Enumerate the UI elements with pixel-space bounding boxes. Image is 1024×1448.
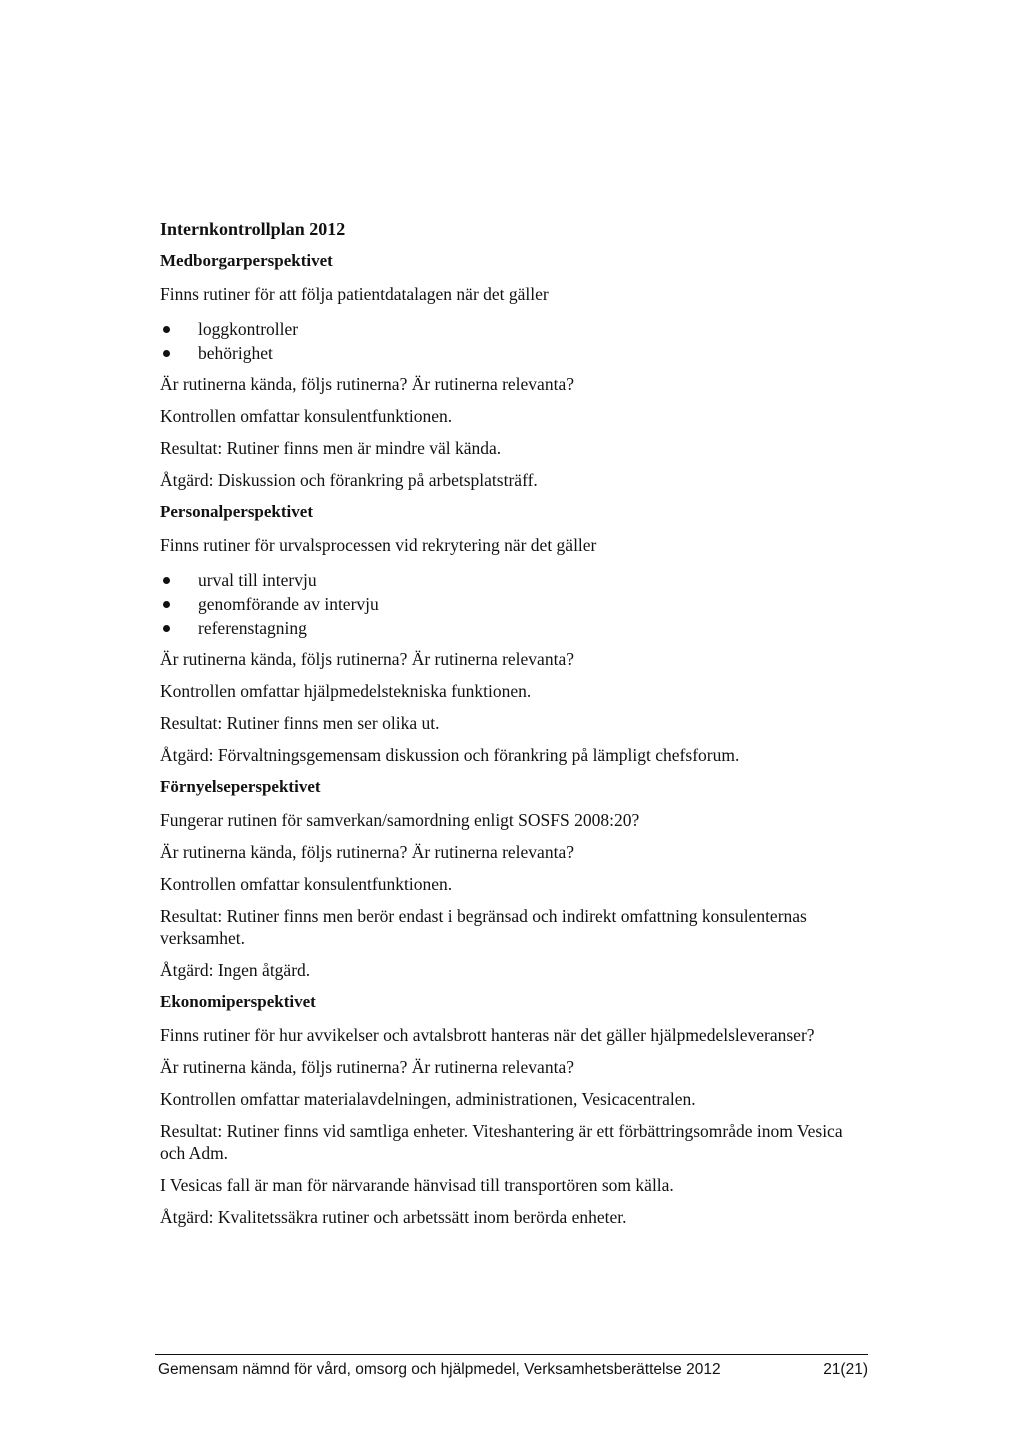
section-intro: Fungerar rutinen för samverkan/samordning enligt SOSFS 2008:20? <box>160 810 640 830</box>
paragraph: Kontrollen omfattar konsulentfunktionen. <box>160 406 453 426</box>
paragraph: Kontrollen omfattar hjälpmedelstekniska funktionen. <box>160 681 532 701</box>
section-intro: Finns rutiner för urvalsprocessen vid rekrytering när det gäller <box>160 535 597 555</box>
section-personalperspektivet <box>160 501 860 766</box>
paragraph: Åtgärd: Diskussion och förankring på arbetsplatsträff. <box>160 470 538 490</box>
list-item: genomförande av intervju <box>160 592 860 616</box>
paragraph: Kontrollen omfattar materialavdelningen, administrationen, Vesicacentralen. <box>160 1089 696 1109</box>
list-item: urval till intervju <box>160 568 860 592</box>
section-intro: Finns rutiner för hur avvikelser och avtalsbrott hanteras när det gäller hjälpmedelsleveranser? <box>160 1025 815 1045</box>
paragraph: Är rutinerna kända, följs rutinerna? Är rutinerna relevanta? <box>160 649 574 669</box>
section-fornyelseperspektivet <box>160 776 860 981</box>
list-item: loggkontroller <box>160 317 860 341</box>
paragraph: Åtgärd: Förvaltningsgemensam diskussion och förankring på lämpligt chefsforum. <box>160 745 740 765</box>
paragraph: Resultat: Rutiner finns vid samtliga enheter. Viteshantering är ett förbättringsområde inom Vesica och Adm. <box>160 1121 843 1163</box>
paragraph: Åtgärd: Ingen åtgärd. <box>160 960 311 980</box>
bullet-icon <box>163 350 170 357</box>
paragraph: Är rutinerna kända, följs rutinerna? Är rutinerna relevanta? <box>160 842 574 862</box>
paragraph: Åtgärd: Kvalitetssäkra rutiner och arbetssätt inom berörda enheter. <box>160 1207 627 1227</box>
paragraph: Resultat: Rutiner finns men är mindre väl kända. <box>160 438 502 458</box>
bullet-icon <box>163 625 170 632</box>
list-item: referenstagning <box>160 616 860 640</box>
page-footer <box>155 1354 868 1380</box>
section-intro: Finns rutiner för att följa patientdatalagen när det gäller <box>160 284 549 304</box>
bullet-list <box>160 317 860 365</box>
paragraph: Resultat: Rutiner finns men berör endast i begränsad och indirekt omfattning konsulenternas verksamhet. <box>160 906 807 948</box>
paragraph: Kontrollen omfattar konsulentfunktionen. <box>160 874 453 894</box>
document-body <box>160 218 860 1238</box>
section-heading: Förnyelseperspektivet <box>160 777 321 796</box>
page-number: 21(21) <box>823 1361 868 1378</box>
bullet-icon <box>163 601 170 608</box>
footer-divider <box>155 1354 868 1355</box>
document-title: Internkontrollplan 2012 <box>160 219 346 239</box>
section-heading: Ekonomiperspektivet <box>160 992 316 1011</box>
paragraph: Är rutinerna kända, följs rutinerna? Är rutinerna relevanta? <box>160 374 574 394</box>
section-medborgarperspektivet <box>160 250 860 491</box>
bullet-icon <box>163 326 170 333</box>
bullet-icon <box>163 577 170 584</box>
list-item: behörighet <box>160 341 860 365</box>
paragraph: Är rutinerna kända, följs rutinerna? Är rutinerna relevanta? <box>160 1057 574 1077</box>
footer-text: Gemensam nämnd för vård, omsorg och hjälpmedel, Verksamhetsberättelse 2012 <box>158 1361 721 1378</box>
section-heading: Medborgarperspektivet <box>160 251 333 270</box>
section-ekonomiperspektivet <box>160 991 860 1228</box>
section-heading: Personalperspektivet <box>160 502 313 521</box>
paragraph: Resultat: Rutiner finns men ser olika ut. <box>160 713 440 733</box>
bullet-list <box>160 568 860 640</box>
paragraph: I Vesicas fall är man för närvarande hänvisad till transportören som källa. <box>160 1175 674 1195</box>
